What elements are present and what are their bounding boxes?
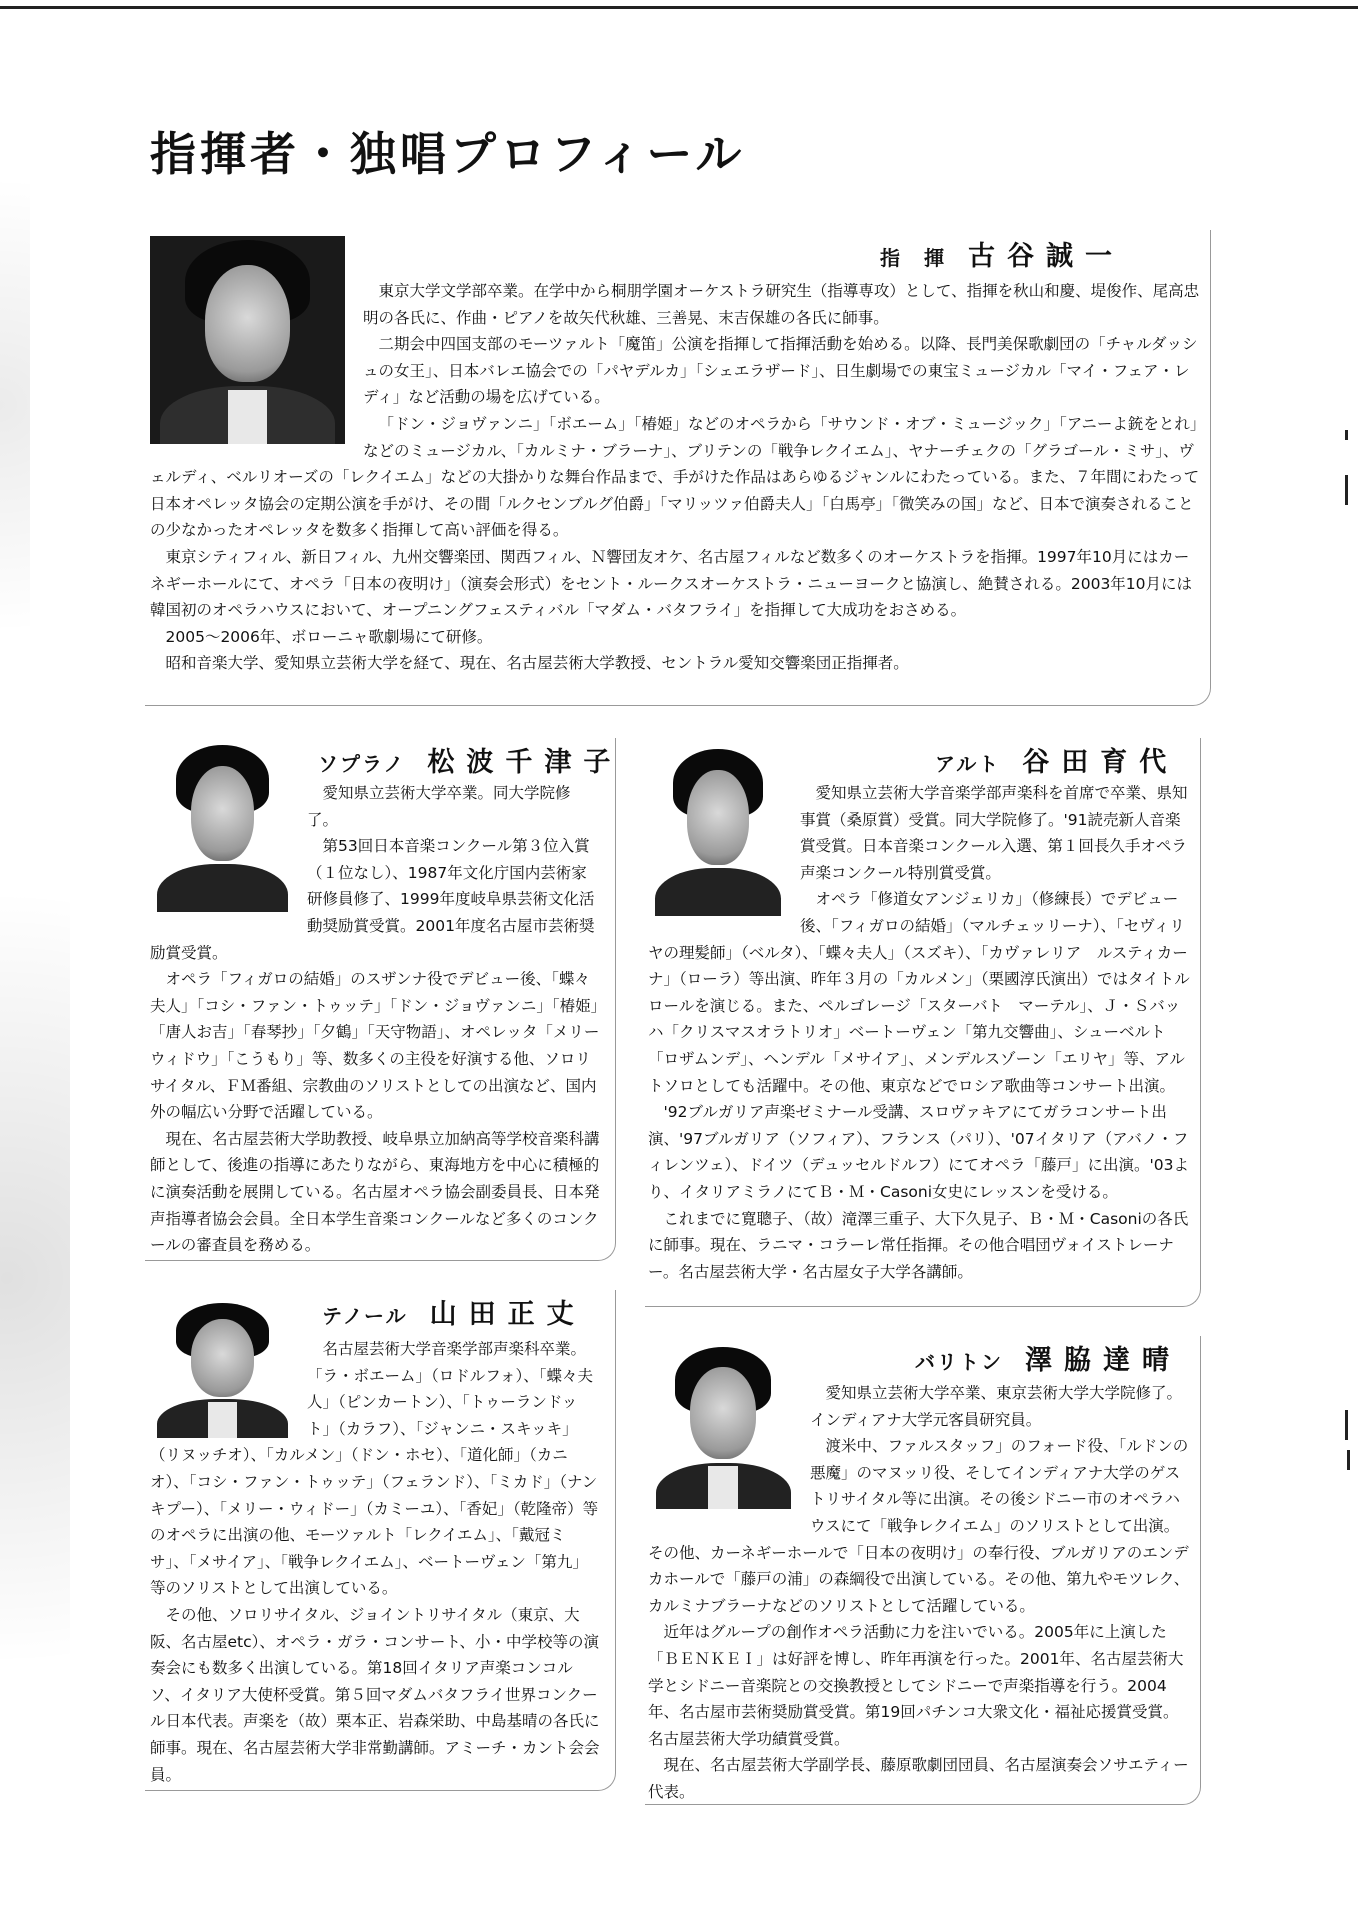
tenor-paragraph: その他、ソロリサイタル、ジョイントリサイタル（東京、大阪、名古屋etc）、オペラ・ガラ・コンサート、小・中学校等の演奏会にも数多く出演している。第18回イタリア声楽コンコルソ、イタリア大使杯受賞。第５回マダムバタフライ世界コンクール日本代表。声楽を（故）栗本正、岩森栄助、中島基晴の各氏に師事。現在、名古屋芸術大学非常勤講師。アミーチ・カント会会員。 <box>150 1605 600 1784</box>
tenor-heading <box>322 1292 586 1331</box>
tenor-role: テノール <box>322 1304 408 1328</box>
soprano-paragraph: 第53回日本音楽コンクール第３位入賞（１位なし）、1987年文化庁国内芸術家研修員修了、1999年度岐阜県芸術文化活動奨励賞受賞。2001年度名古屋市芸術奨励賞受賞。 <box>150 837 595 962</box>
baritone-name: 澤脇達晴 <box>1025 1345 1181 1376</box>
tenor-paragraph: 名古屋芸術大学音楽学部声楽科卒業。「ラ・ボエーム」（ロドルフォ）、「蝶々夫人」（ピンカートン）、「トゥーランドット」（カラフ）、「ジャンニ・スキッキ」（リヌッチオ）、「カルメン」（ドン・ホセ）、「道化師」（カニオ）、「コシ・ファン・トゥッテ」（フェランド）、「ミカド」（ナンキプー）、「メリー・ウィドー」（カミーユ）、「香妃」（乾隆帝）等のオペラに出演の他、モーツァルト「レクイエム」、「戴冠ミサ」、「メサイア」、「戦争レクイエム」、ベートーヴェン「第九」等のソリストとして出演している。 <box>150 1340 599 1598</box>
alto-role: アルト <box>935 752 1001 776</box>
conductor-photo <box>150 236 345 444</box>
soprano-paragraph: オペラ「フィガロの結婚」のスザンナ役でデビュー後、「蝶々夫人」「コシ・ファン・トゥッテ」「ドン・ジョヴァンニ」「椿姫」「唐人お吉」「春琴抄」「夕鶴」「天守物語」、オペレッタ「メリーウィドウ」「こうもり」等、数多くの主役を好演する他、ソロリサイタル、ＦＭ番組、宗教曲のソリストとしての出演など、国内外の幅広い分野で活躍している。 <box>150 970 600 1122</box>
tenor-photo <box>150 1300 295 1438</box>
baritone-heading <box>915 1338 1181 1377</box>
alto-photo <box>648 746 788 916</box>
conductor-paragraph: 2005～2006年、ボローニャ歌劇場にて研修。 <box>165 627 493 646</box>
baritone-role: バリトン <box>915 1350 1003 1374</box>
top-rule <box>0 6 1358 9</box>
conductor-paragraph: 昭和音楽大学、愛知県立芸術大学を経て、現在、名古屋芸術大学教授、セントラル愛知交響楽団正指揮者。 <box>165 654 909 673</box>
baritone-paragraph: 渡米中、ファルスタッフ」のフォード役、「ルドンの悪魔」のマヌッリ役、そしてインディアナ大学のゲストリサイタル等に出演。その後シドニー市のオペラハウスにて「戦争レクイエム」のソリストとして出演。その他、カーネギーホールで「日本の夜明け」の奉行役、ブルガリアのエンデカホールで「藤戸の浦」の森綱役で出演している。その他、第九やモツレク、カルミナブラーナなどのソリストとして活躍している。 <box>648 1437 1190 1615</box>
scan-mark <box>1345 1410 1348 1440</box>
alto-paragraph: オペラ「修道女アンジェリカ」（修練長）でデビュー後、「フィガロの結婚」（マルチェッリーナ）、「セヴィリヤの理髪師」（ベルタ）、「蝶々夫人」（スズキ）、「カヴァレリア ルスティカーナ」（ローラ）等出演、昨年３月の「カルメン」（栗國淳氏演出）ではタイトルロールを演じる。また、ペルゴレージ「スターバト マーテル」、Ｊ・Ｓバッハ「クリスマスオラトリオ」ベートーヴェン「第九交響曲」、シューベルト「ロザムンデ」、ヘンデル「メサイア」、メンデルスゾーン「エリヤ」等、アルトソロとしても活躍中。その他、東京などでロシア歌曲等コンサート出演。 <box>648 890 1190 1095</box>
scan-mark <box>1345 430 1348 440</box>
baritone-bio <box>648 1380 1193 1806</box>
scan-shadow <box>0 850 70 1920</box>
page-title: 指揮者・独唱プロフィール <box>150 127 746 181</box>
baritone-paragraph: 近年はグループの創作オペラ活動に力を注いでいる。2005年に上演した「ＢＥＮＫＥＩ」は好評を博し、昨年再演を行った。2001年、名古屋芸術大学とシドニー音楽院との交換教授としてシドニーで声楽指導を行う。2004年、名古屋市芸術奨励賞受賞。第19回パチンコ大衆文化・福祉応援賞受賞。名古屋芸術大学功績賞受賞。 <box>648 1623 1184 1748</box>
alto-name: 谷田育代 <box>1022 747 1179 778</box>
alto-paragraph: 愛知県立芸術大学音楽学部声楽科を首席で卒業、県知事賞（桑原賞）受賞。同大学院修了。'91読売新人音楽賞受賞。日本音楽コンクール入選、第１回長久手オペラ声楽コンクール特別賞受賞。 <box>800 784 1188 882</box>
alto-paragraph: '92ブルガリア声楽ゼミナール受講、スロヴァキアにてガラコンサート出演、'97ブルガリア（ソフィア）、フランス（パリ）、'07イタリア（アバノ・フィレンツェ）、ドイツ（デュッセルドルフ）にてオペラ「藤戸」に出演。'03より、イタリアミラノにてＢ・Ｍ・Casoni女史にレッスンを受ける。 <box>648 1103 1189 1201</box>
soprano-heading <box>318 740 622 779</box>
baritone-photo <box>648 1344 798 1509</box>
conductor-paragraph: 「ドン・ジョヴァンニ」「ボエーム」「椿姫」などのオペラから「サウンド・オブ・ミュージック」「アニーよ銃をとれ」などのミュージカル、「カルミナ・ブラーナ」、ブリテンの「戦争レクイエム」、ヤナーチェクの「グラゴール・ミサ」、ヴェルディ、ベルリオーズの「レクイエム」などの大掛かりな舞台作品まで、手がけた作品はあらゆるジャンルにわたっている。また、７年間にわたって日本オペレッタ協会の定期公演を手がけ、その間「ルクセンブルグ伯爵」「マリッツァ伯爵夫人」「白馬亭」「微笑みの国」など、日本で演奏されることの少なかったオペレッタを数多く指揮して高い評価を得る。 <box>150 414 1200 540</box>
tenor-name: 山田正丈 <box>429 1299 586 1330</box>
scan-mark <box>1347 1450 1350 1470</box>
alto-bio <box>648 780 1193 1285</box>
conductor-role: 指 揮 <box>880 246 946 270</box>
soprano-photo <box>150 742 295 912</box>
baritone-paragraph: 現在、名古屋芸術大学副学長、藤原歌劇団団員、名古屋演奏会ソサエティー代表。 <box>648 1756 1189 1801</box>
scan-shadow-upper <box>0 80 30 730</box>
conductor-bio <box>150 278 1200 677</box>
baritone-paragraph: 愛知県立芸術大学卒業、東京芸術大学大学院修了。インディアナ大学元客員研究員。 <box>810 1384 1183 1429</box>
soprano-bio <box>150 780 600 1259</box>
tenor-bio <box>150 1336 600 1788</box>
alto-heading <box>935 740 1178 779</box>
conductor-paragraph: 東京大学文学部卒業。在学中から桐朋学園オーケストラ研究生（指導専攻）として、指揮を秋山和慶、堤俊作、尾高忠明の各氏に、作曲・ピアノを故矢代秋雄、三善晃、末吉保雄の各氏に師事。 <box>363 282 1200 327</box>
conductor-heading <box>880 234 1124 273</box>
alto-paragraph: これまでに寛聰子、（故）滝澤三重子、大下久見子、Ｂ・Ｍ・Casoniの各氏に師事。現在、ラニマ・コラーレ常任指揮。その他合唱団ヴォイストレーナー。名古屋芸術大学・名古屋女子大学各講師。 <box>648 1209 1189 1281</box>
scan-mark <box>1345 475 1348 505</box>
soprano-paragraph: 愛知県立芸術大学卒業。同大学院修了。 <box>307 784 571 829</box>
conductor-name: 古谷誠一 <box>968 241 1124 272</box>
conductor-paragraph: 東京シティフィル、新日フィル、九州交響楽団、関西フィル、Ｎ響団友オケ、名古屋フィルなど数多くのオーケストラを指揮。1997年10月にはカーネギーホールにて、オペラ「日本の夜明け」（演奏会形式）をセント・ルークスオーケストラ・ニューヨークと協演し、絶賛される。2003年10月には韓国初のオペラハウスにおいて、オープニングフェスティバル「マダム・バタフライ」を指揮して大成功をおさめる。 <box>150 547 1193 620</box>
conductor-paragraph: 二期会中四国支部のモーツァルト「魔笛」公演を指揮して指揮活動を始める。以降、長門美保歌劇団の「チャルダッシュの女王」、日本バレエ協会での「パヤデルカ」「シェエラザード」、日生劇場での東宝ミュージカル「マイ・フェア・レディ」など活動の場を広げている。 <box>363 335 1198 407</box>
soprano-paragraph: 現在、名古屋芸術大学助教授、岐阜県立加納高等学校音楽科講師として、後進の指導にあたりながら、東海地方を中心に積極的に演奏活動を展開している。名古屋オペラ協会副委員長、日本発声指導者協会会員。全日本学生音楽コンクールなど多くのコンクールの審査員を務める。 <box>150 1129 600 1255</box>
soprano-name: 松波千津子 <box>427 747 623 778</box>
soprano-role: ソプラノ <box>318 752 406 776</box>
